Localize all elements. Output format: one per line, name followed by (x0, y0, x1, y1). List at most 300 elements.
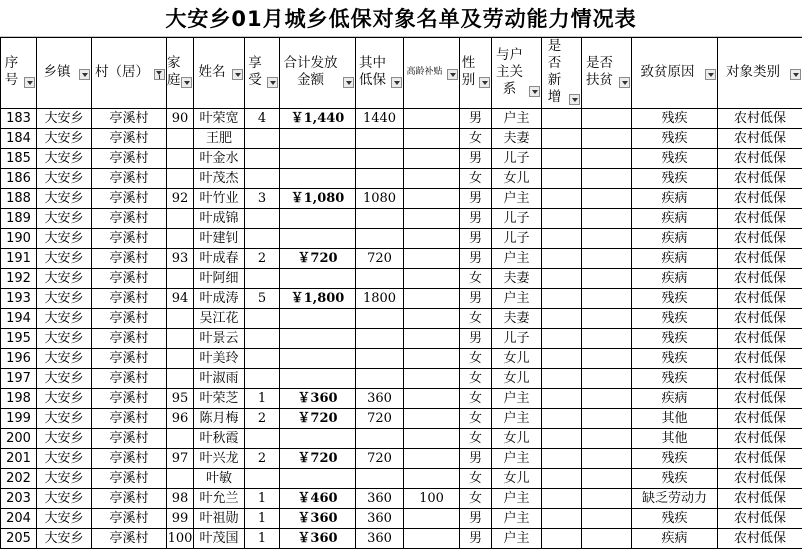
cell-dibao[interactable] (356, 469, 404, 489)
cell-total-amount[interactable] (280, 129, 356, 149)
cell-village[interactable]: 亭溪村 (92, 389, 167, 409)
cell-serial[interactable]: 192 (1, 269, 37, 289)
cell-persons[interactable] (245, 329, 280, 349)
cell-relation[interactable]: 户主 (492, 189, 542, 209)
cell-is-new[interactable] (542, 109, 582, 129)
filter-dropdown-icon[interactable] (267, 77, 278, 88)
cell-persons[interactable]: 1 (245, 509, 280, 529)
cell-elderly-subsidy[interactable] (404, 389, 460, 409)
cell-is-new[interactable] (542, 489, 582, 509)
cell-village[interactable]: 亭溪村 (92, 189, 167, 209)
header-cell[interactable] (632, 38, 718, 109)
cell-category[interactable]: 农村低保 (718, 429, 802, 449)
cell-is-new[interactable] (542, 369, 582, 389)
cell-serial[interactable]: 204 (1, 509, 37, 529)
cell-elderly-subsidy[interactable] (404, 129, 460, 149)
filter-dropdown-icon[interactable] (391, 77, 402, 88)
cell-poverty-cause[interactable]: 残疾 (632, 309, 718, 329)
cell-category[interactable]: 农村低保 (718, 529, 802, 549)
cell-elderly-subsidy[interactable] (404, 289, 460, 309)
cell-village[interactable]: 亭溪村 (92, 269, 167, 289)
filter-dropdown-icon[interactable] (181, 77, 192, 88)
cell-township[interactable]: 大安乡 (37, 509, 92, 529)
cell-total-amount[interactable] (280, 329, 356, 349)
cell-name[interactable]: 叶茂杰 (194, 169, 245, 189)
cell-category[interactable]: 农村低保 (718, 489, 802, 509)
cell-dibao[interactable] (356, 229, 404, 249)
cell-village[interactable]: 亭溪村 (92, 489, 167, 509)
cell-persons[interactable] (245, 129, 280, 149)
cell-persons[interactable]: 2 (245, 449, 280, 469)
cell-poverty-cause[interactable]: 残疾 (632, 289, 718, 309)
cell-is-new[interactable] (542, 269, 582, 289)
cell-poverty-cause[interactable]: 残疾 (632, 509, 718, 529)
filter-dropdown-icon[interactable] (529, 86, 540, 97)
cell-total-amount[interactable]: ￥720 (280, 249, 356, 269)
cell-household-no[interactable] (167, 169, 194, 189)
cell-township[interactable]: 大安乡 (37, 529, 92, 549)
cell-village[interactable]: 亭溪村 (92, 209, 167, 229)
cell-is-poverty-aid[interactable] (582, 409, 632, 429)
cell-poverty-cause[interactable]: 其他 (632, 429, 718, 449)
cell-serial[interactable]: 194 (1, 309, 37, 329)
cell-total-amount[interactable]: ￥720 (280, 409, 356, 429)
filter-dropdown-icon[interactable] (790, 69, 801, 80)
cell-persons[interactable] (245, 429, 280, 449)
cell-total-amount[interactable] (280, 269, 356, 289)
cell-gender[interactable]: 男 (460, 229, 492, 249)
cell-dibao[interactable]: 720 (356, 449, 404, 469)
cell-persons[interactable] (245, 269, 280, 289)
cell-persons[interactable]: 5 (245, 289, 280, 309)
cell-village[interactable]: 亭溪村 (92, 229, 167, 249)
cell-is-poverty-aid[interactable] (582, 389, 632, 409)
cell-is-new[interactable] (542, 229, 582, 249)
cell-gender[interactable]: 女 (460, 429, 492, 449)
cell-gender[interactable]: 女 (460, 489, 492, 509)
cell-serial[interactable]: 191 (1, 249, 37, 269)
cell-name[interactable]: 叶荣宽 (194, 109, 245, 129)
cell-village[interactable]: 亭溪村 (92, 129, 167, 149)
cell-village[interactable]: 亭溪村 (92, 429, 167, 449)
filter-dropdown-icon[interactable] (232, 69, 243, 80)
cell-is-poverty-aid[interactable] (582, 109, 632, 129)
cell-persons[interactable]: 4 (245, 109, 280, 129)
cell-poverty-cause[interactable]: 残疾 (632, 449, 718, 469)
cell-total-amount[interactable]: ￥360 (280, 389, 356, 409)
cell-township[interactable]: 大安乡 (37, 169, 92, 189)
cell-household-no[interactable] (167, 129, 194, 149)
cell-total-amount[interactable] (280, 149, 356, 169)
cell-is-poverty-aid[interactable] (582, 189, 632, 209)
cell-name[interactable]: 叶景云 (194, 329, 245, 349)
cell-household-no[interactable]: 90 (167, 109, 194, 129)
cell-relation[interactable]: 儿子 (492, 229, 542, 249)
cell-serial[interactable]: 183 (1, 109, 37, 129)
cell-is-poverty-aid[interactable] (582, 169, 632, 189)
cell-serial[interactable]: 203 (1, 489, 37, 509)
cell-persons[interactable] (245, 229, 280, 249)
cell-elderly-subsidy[interactable] (404, 109, 460, 129)
cell-total-amount[interactable] (280, 369, 356, 389)
cell-name[interactable]: 吴江花 (194, 309, 245, 329)
cell-relation[interactable]: 女儿 (492, 349, 542, 369)
cell-village[interactable]: 亭溪村 (92, 469, 167, 489)
cell-township[interactable]: 大安乡 (37, 109, 92, 129)
cell-is-poverty-aid[interactable] (582, 229, 632, 249)
cell-township[interactable]: 大安乡 (37, 149, 92, 169)
cell-is-poverty-aid[interactable] (582, 349, 632, 369)
cell-township[interactable]: 大安乡 (37, 309, 92, 329)
cell-is-poverty-aid[interactable] (582, 249, 632, 269)
cell-total-amount[interactable] (280, 169, 356, 189)
cell-is-poverty-aid[interactable] (582, 529, 632, 549)
cell-elderly-subsidy[interactable] (404, 149, 460, 169)
cell-elderly-subsidy[interactable] (404, 209, 460, 229)
cell-gender[interactable]: 女 (460, 409, 492, 429)
cell-total-amount[interactable] (280, 349, 356, 369)
header-cell[interactable] (167, 38, 194, 109)
cell-household-no[interactable]: 97 (167, 449, 194, 469)
cell-dibao[interactable]: 720 (356, 409, 404, 429)
cell-is-new[interactable] (542, 129, 582, 149)
cell-serial[interactable]: 190 (1, 229, 37, 249)
cell-name[interactable]: 叶成锦 (194, 209, 245, 229)
cell-name[interactable]: 叶茂国 (194, 529, 245, 549)
header-cell[interactable] (37, 38, 92, 109)
cell-elderly-subsidy[interactable] (404, 529, 460, 549)
cell-township[interactable]: 大安乡 (37, 189, 92, 209)
cell-dibao[interactable] (356, 129, 404, 149)
cell-village[interactable]: 亭溪村 (92, 329, 167, 349)
cell-persons[interactable] (245, 149, 280, 169)
cell-village[interactable]: 亭溪村 (92, 529, 167, 549)
cell-total-amount[interactable] (280, 309, 356, 329)
cell-relation[interactable]: 户主 (492, 289, 542, 309)
cell-name[interactable]: 叶允兰 (194, 489, 245, 509)
cell-category[interactable]: 农村低保 (718, 509, 802, 529)
cell-name[interactable]: 叶祖勋 (194, 509, 245, 529)
filter-dropdown-icon[interactable] (79, 69, 90, 80)
cell-village[interactable]: 亭溪村 (92, 169, 167, 189)
cell-is-poverty-aid[interactable] (582, 129, 632, 149)
cell-category[interactable]: 农村低保 (718, 249, 802, 269)
cell-category[interactable]: 农村低保 (718, 269, 802, 289)
cell-elderly-subsidy[interactable] (404, 229, 460, 249)
cell-serial[interactable]: 188 (1, 189, 37, 209)
cell-village[interactable]: 亭溪村 (92, 309, 167, 329)
cell-gender[interactable]: 女 (460, 169, 492, 189)
cell-township[interactable]: 大安乡 (37, 269, 92, 289)
cell-relation[interactable]: 户主 (492, 249, 542, 269)
cell-dibao[interactable] (356, 149, 404, 169)
cell-total-amount[interactable]: ￥360 (280, 509, 356, 529)
cell-category[interactable]: 农村低保 (718, 469, 802, 489)
cell-is-poverty-aid[interactable] (582, 369, 632, 389)
cell-serial[interactable]: 186 (1, 169, 37, 189)
cell-is-poverty-aid[interactable] (582, 209, 632, 229)
cell-category[interactable]: 农村低保 (718, 129, 802, 149)
cell-relation[interactable]: 夫妻 (492, 129, 542, 149)
cell-relation[interactable]: 儿子 (492, 149, 542, 169)
cell-household-no[interactable]: 92 (167, 189, 194, 209)
cell-gender[interactable]: 女 (460, 469, 492, 489)
cell-elderly-subsidy[interactable] (404, 309, 460, 329)
cell-poverty-cause[interactable]: 其他 (632, 409, 718, 429)
cell-name[interactable]: 叶金水 (194, 149, 245, 169)
cell-is-new[interactable] (542, 529, 582, 549)
cell-persons[interactable] (245, 469, 280, 489)
cell-is-poverty-aid[interactable] (582, 309, 632, 329)
cell-is-new[interactable] (542, 509, 582, 529)
cell-is-new[interactable] (542, 349, 582, 369)
cell-is-new[interactable] (542, 149, 582, 169)
cell-name[interactable]: 叶成春 (194, 249, 245, 269)
cell-relation[interactable]: 户主 (492, 409, 542, 429)
cell-poverty-cause[interactable]: 残疾 (632, 469, 718, 489)
cell-persons[interactable]: 2 (245, 249, 280, 269)
cell-total-amount[interactable] (280, 229, 356, 249)
cell-total-amount[interactable]: ￥1,080 (280, 189, 356, 209)
cell-township[interactable]: 大安乡 (37, 349, 92, 369)
cell-poverty-cause[interactable]: 残疾 (632, 149, 718, 169)
cell-relation[interactable]: 户主 (492, 529, 542, 549)
cell-gender[interactable]: 男 (460, 189, 492, 209)
cell-serial[interactable]: 196 (1, 349, 37, 369)
cell-gender[interactable]: 女 (460, 369, 492, 389)
cell-is-new[interactable] (542, 429, 582, 449)
cell-name[interactable]: 叶阿细 (194, 269, 245, 289)
cell-name[interactable]: 叶成涛 (194, 289, 245, 309)
cell-village[interactable]: 亭溪村 (92, 349, 167, 369)
cell-relation[interactable]: 儿子 (492, 329, 542, 349)
cell-category[interactable]: 农村低保 (718, 309, 802, 329)
cell-relation[interactable]: 夫妻 (492, 269, 542, 289)
cell-dibao[interactable]: 1080 (356, 189, 404, 209)
cell-township[interactable]: 大安乡 (37, 369, 92, 389)
cell-household-no[interactable] (167, 269, 194, 289)
cell-persons[interactable]: 1 (245, 489, 280, 509)
header-cell[interactable] (492, 38, 542, 109)
cell-persons[interactable]: 3 (245, 189, 280, 209)
cell-serial[interactable]: 205 (1, 529, 37, 549)
cell-township[interactable]: 大安乡 (37, 289, 92, 309)
cell-serial[interactable]: 197 (1, 369, 37, 389)
cell-township[interactable]: 大安乡 (37, 129, 92, 149)
header-cell[interactable] (1, 38, 37, 109)
cell-household-no[interactable]: 100 (167, 529, 194, 549)
cell-dibao[interactable] (356, 329, 404, 349)
cell-persons[interactable]: 1 (245, 529, 280, 549)
filter-dropdown-icon[interactable] (479, 77, 490, 88)
cell-gender[interactable]: 女 (460, 389, 492, 409)
cell-gender[interactable]: 男 (460, 449, 492, 469)
cell-household-no[interactable] (167, 329, 194, 349)
cell-is-poverty-aid[interactable] (582, 149, 632, 169)
cell-elderly-subsidy[interactable] (404, 469, 460, 489)
cell-dibao[interactable]: 1440 (356, 109, 404, 129)
cell-relation[interactable]: 儿子 (492, 209, 542, 229)
cell-persons[interactable] (245, 209, 280, 229)
cell-total-amount[interactable] (280, 429, 356, 449)
cell-serial[interactable]: 185 (1, 149, 37, 169)
cell-relation[interactable]: 户主 (492, 449, 542, 469)
cell-category[interactable]: 农村低保 (718, 369, 802, 389)
cell-category[interactable]: 农村低保 (718, 289, 802, 309)
cell-persons[interactable] (245, 349, 280, 369)
cell-household-no[interactable] (167, 349, 194, 369)
cell-village[interactable]: 亭溪村 (92, 449, 167, 469)
cell-household-no[interactable] (167, 369, 194, 389)
cell-township[interactable]: 大安乡 (37, 409, 92, 429)
cell-category[interactable]: 农村低保 (718, 449, 802, 469)
active-filter-icon[interactable] (154, 69, 165, 80)
cell-is-poverty-aid[interactable] (582, 449, 632, 469)
cell-persons[interactable] (245, 369, 280, 389)
cell-is-poverty-aid[interactable] (582, 469, 632, 489)
cell-is-new[interactable] (542, 469, 582, 489)
cell-household-no[interactable] (167, 209, 194, 229)
cell-relation[interactable]: 户主 (492, 109, 542, 129)
cell-elderly-subsidy[interactable] (404, 329, 460, 349)
cell-serial[interactable]: 202 (1, 469, 37, 489)
cell-is-new[interactable] (542, 309, 582, 329)
cell-total-amount[interactable]: ￥460 (280, 489, 356, 509)
header-cell[interactable] (356, 38, 404, 109)
cell-household-no[interactable]: 98 (167, 489, 194, 509)
cell-elderly-subsidy[interactable] (404, 189, 460, 209)
cell-name[interactable]: 叶建钊 (194, 229, 245, 249)
cell-elderly-subsidy[interactable] (404, 449, 460, 469)
filter-dropdown-icon[interactable] (24, 77, 35, 88)
cell-persons[interactable]: 1 (245, 389, 280, 409)
header-cell[interactable] (582, 38, 632, 109)
header-cell[interactable] (245, 38, 280, 109)
cell-is-new[interactable] (542, 169, 582, 189)
cell-dibao[interactable]: 360 (356, 509, 404, 529)
cell-category[interactable]: 农村低保 (718, 229, 802, 249)
cell-is-new[interactable] (542, 409, 582, 429)
cell-elderly-subsidy[interactable] (404, 409, 460, 429)
cell-gender[interactable]: 男 (460, 509, 492, 529)
header-cell[interactable] (194, 38, 245, 109)
cell-total-amount[interactable]: ￥360 (280, 529, 356, 549)
header-cell[interactable] (718, 38, 802, 109)
cell-poverty-cause[interactable]: 疾病 (632, 389, 718, 409)
cell-persons[interactable]: 2 (245, 409, 280, 429)
cell-poverty-cause[interactable]: 缺乏劳动力 (632, 489, 718, 509)
cell-gender[interactable]: 男 (460, 209, 492, 229)
cell-total-amount[interactable]: ￥1,800 (280, 289, 356, 309)
cell-persons[interactable] (245, 309, 280, 329)
cell-township[interactable]: 大安乡 (37, 389, 92, 409)
header-cell[interactable] (404, 38, 460, 109)
cell-township[interactable]: 大安乡 (37, 489, 92, 509)
cell-gender[interactable]: 女 (460, 349, 492, 369)
cell-village[interactable]: 亭溪村 (92, 249, 167, 269)
cell-is-poverty-aid[interactable] (582, 429, 632, 449)
cell-serial[interactable]: 201 (1, 449, 37, 469)
cell-elderly-subsidy[interactable] (404, 269, 460, 289)
cell-dibao[interactable]: 1800 (356, 289, 404, 309)
cell-household-no[interactable] (167, 469, 194, 489)
cell-serial[interactable]: 199 (1, 409, 37, 429)
cell-is-new[interactable] (542, 189, 582, 209)
cell-township[interactable]: 大安乡 (37, 249, 92, 269)
cell-total-amount[interactable] (280, 469, 356, 489)
cell-dibao[interactable]: 360 (356, 489, 404, 509)
cell-serial[interactable]: 198 (1, 389, 37, 409)
cell-total-amount[interactable]: ￥720 (280, 449, 356, 469)
cell-serial[interactable]: 193 (1, 289, 37, 309)
cell-poverty-cause[interactable]: 残疾 (632, 369, 718, 389)
cell-serial[interactable]: 195 (1, 329, 37, 349)
cell-poverty-cause[interactable]: 残疾 (632, 349, 718, 369)
cell-name[interactable]: 叶竹业 (194, 189, 245, 209)
cell-is-new[interactable] (542, 389, 582, 409)
cell-household-no[interactable] (167, 229, 194, 249)
filter-dropdown-icon[interactable] (619, 77, 630, 88)
cell-village[interactable]: 亭溪村 (92, 409, 167, 429)
cell-name[interactable]: 叶淑雨 (194, 369, 245, 389)
cell-township[interactable]: 大安乡 (37, 449, 92, 469)
cell-gender[interactable]: 女 (460, 129, 492, 149)
header-cell[interactable] (460, 38, 492, 109)
cell-gender[interactable]: 男 (460, 289, 492, 309)
cell-township[interactable]: 大安乡 (37, 209, 92, 229)
filter-dropdown-icon[interactable] (705, 69, 716, 80)
cell-elderly-subsidy[interactable] (404, 369, 460, 389)
cell-elderly-subsidy[interactable] (404, 509, 460, 529)
cell-total-amount[interactable] (280, 209, 356, 229)
cell-village[interactable]: 亭溪村 (92, 149, 167, 169)
cell-relation[interactable]: 夫妻 (492, 309, 542, 329)
cell-is-poverty-aid[interactable] (582, 329, 632, 349)
cell-persons[interactable] (245, 169, 280, 189)
cell-poverty-cause[interactable]: 疾病 (632, 529, 718, 549)
cell-name[interactable]: 叶兴龙 (194, 449, 245, 469)
cell-category[interactable]: 农村低保 (718, 389, 802, 409)
cell-name[interactable]: 王肥 (194, 129, 245, 149)
cell-dibao[interactable] (356, 209, 404, 229)
cell-category[interactable]: 农村低保 (718, 409, 802, 429)
cell-is-poverty-aid[interactable] (582, 509, 632, 529)
cell-category[interactable]: 农村低保 (718, 189, 802, 209)
cell-elderly-subsidy[interactable]: 100 (404, 489, 460, 509)
cell-is-poverty-aid[interactable] (582, 269, 632, 289)
cell-village[interactable]: 亭溪村 (92, 509, 167, 529)
cell-gender[interactable]: 男 (460, 529, 492, 549)
cell-is-new[interactable] (542, 249, 582, 269)
cell-township[interactable]: 大安乡 (37, 229, 92, 249)
cell-name[interactable]: 叶美玲 (194, 349, 245, 369)
cell-is-new[interactable] (542, 209, 582, 229)
cell-dibao[interactable] (356, 269, 404, 289)
cell-relation[interactable]: 女儿 (492, 169, 542, 189)
cell-household-no[interactable] (167, 429, 194, 449)
cell-serial[interactable]: 189 (1, 209, 37, 229)
cell-gender[interactable]: 女 (460, 269, 492, 289)
cell-elderly-subsidy[interactable] (404, 429, 460, 449)
cell-village[interactable]: 亭溪村 (92, 289, 167, 309)
cell-household-no[interactable] (167, 309, 194, 329)
cell-relation[interactable]: 女儿 (492, 369, 542, 389)
cell-poverty-cause[interactable]: 疾病 (632, 229, 718, 249)
cell-gender[interactable]: 女 (460, 309, 492, 329)
cell-household-no[interactable]: 93 (167, 249, 194, 269)
cell-poverty-cause[interactable]: 残疾 (632, 129, 718, 149)
cell-village[interactable]: 亭溪村 (92, 369, 167, 389)
